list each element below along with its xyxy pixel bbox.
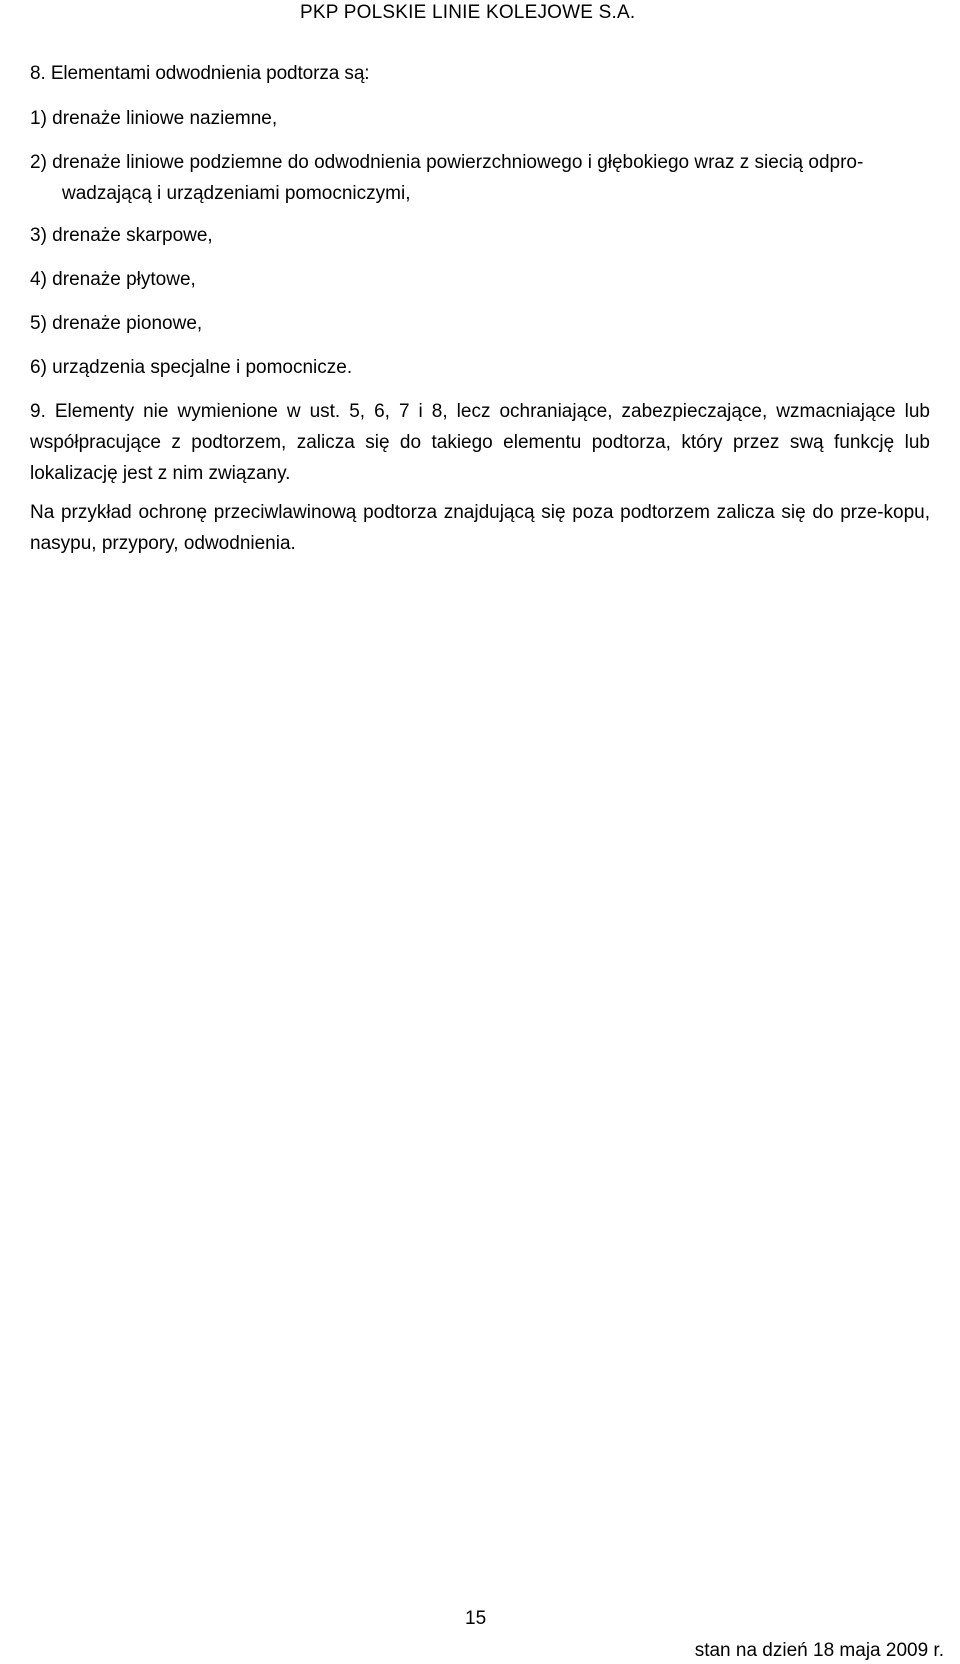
list-item-text: 3) drenaże skarpowe,: [30, 225, 213, 246]
document-body: [30, 58, 930, 567]
list-item-continuation: wadzającą i urządzeniami pomocniczymi,: [62, 183, 411, 204]
list-item: [30, 103, 930, 134]
section-8-title: 8. Elementami odwodnienia podtorza są:: [30, 63, 370, 84]
company-name: PKP POLSKIE LINIE KOLEJOWE S.A.: [300, 2, 636, 23]
example-paragraph: Na przykład ochronę przeciwlawinową podtorza znajdującą się poza podtorzem zalicza się do prze-kopu, nasypu, przypory, odwodnienia.: [30, 502, 930, 554]
list-item: [30, 264, 930, 295]
page-number: 15: [465, 1608, 487, 1629]
list-item: [30, 352, 930, 383]
list-item-text: 6) urządzenia specjalne i pomocnicze.: [30, 357, 353, 378]
section-9-paragraph: 9. Elementy nie wymienione w ust. 5, 6, 7 i 8, lecz ochraniające, zabezpieczające, wzmacniające lub współpracujące z podtorzem, zalicza się do takiego elementu podtorza, który przez swą funkcję lub lokalizację jest z nim związany.: [30, 401, 930, 484]
list-item: [30, 308, 930, 339]
list-item: [30, 220, 930, 251]
document-header: [300, 2, 635, 24]
drainage-elements-list: [30, 103, 930, 383]
list-item-text: 4) drenaże płytowe,: [30, 269, 196, 290]
list-item: [30, 147, 930, 209]
list-item-text: 5) drenaże pionowe,: [30, 313, 203, 334]
list-item-text: 2) drenaże liniowe podziemne do odwodnienia powierzchniowego i głębokiego wraz z siecią odpro-: [30, 152, 864, 173]
document-date: stan na dzień 18 maja 2009 r.: [694, 1640, 944, 1661]
list-item-text: 1) drenaże liniowe naziemne,: [30, 108, 278, 129]
